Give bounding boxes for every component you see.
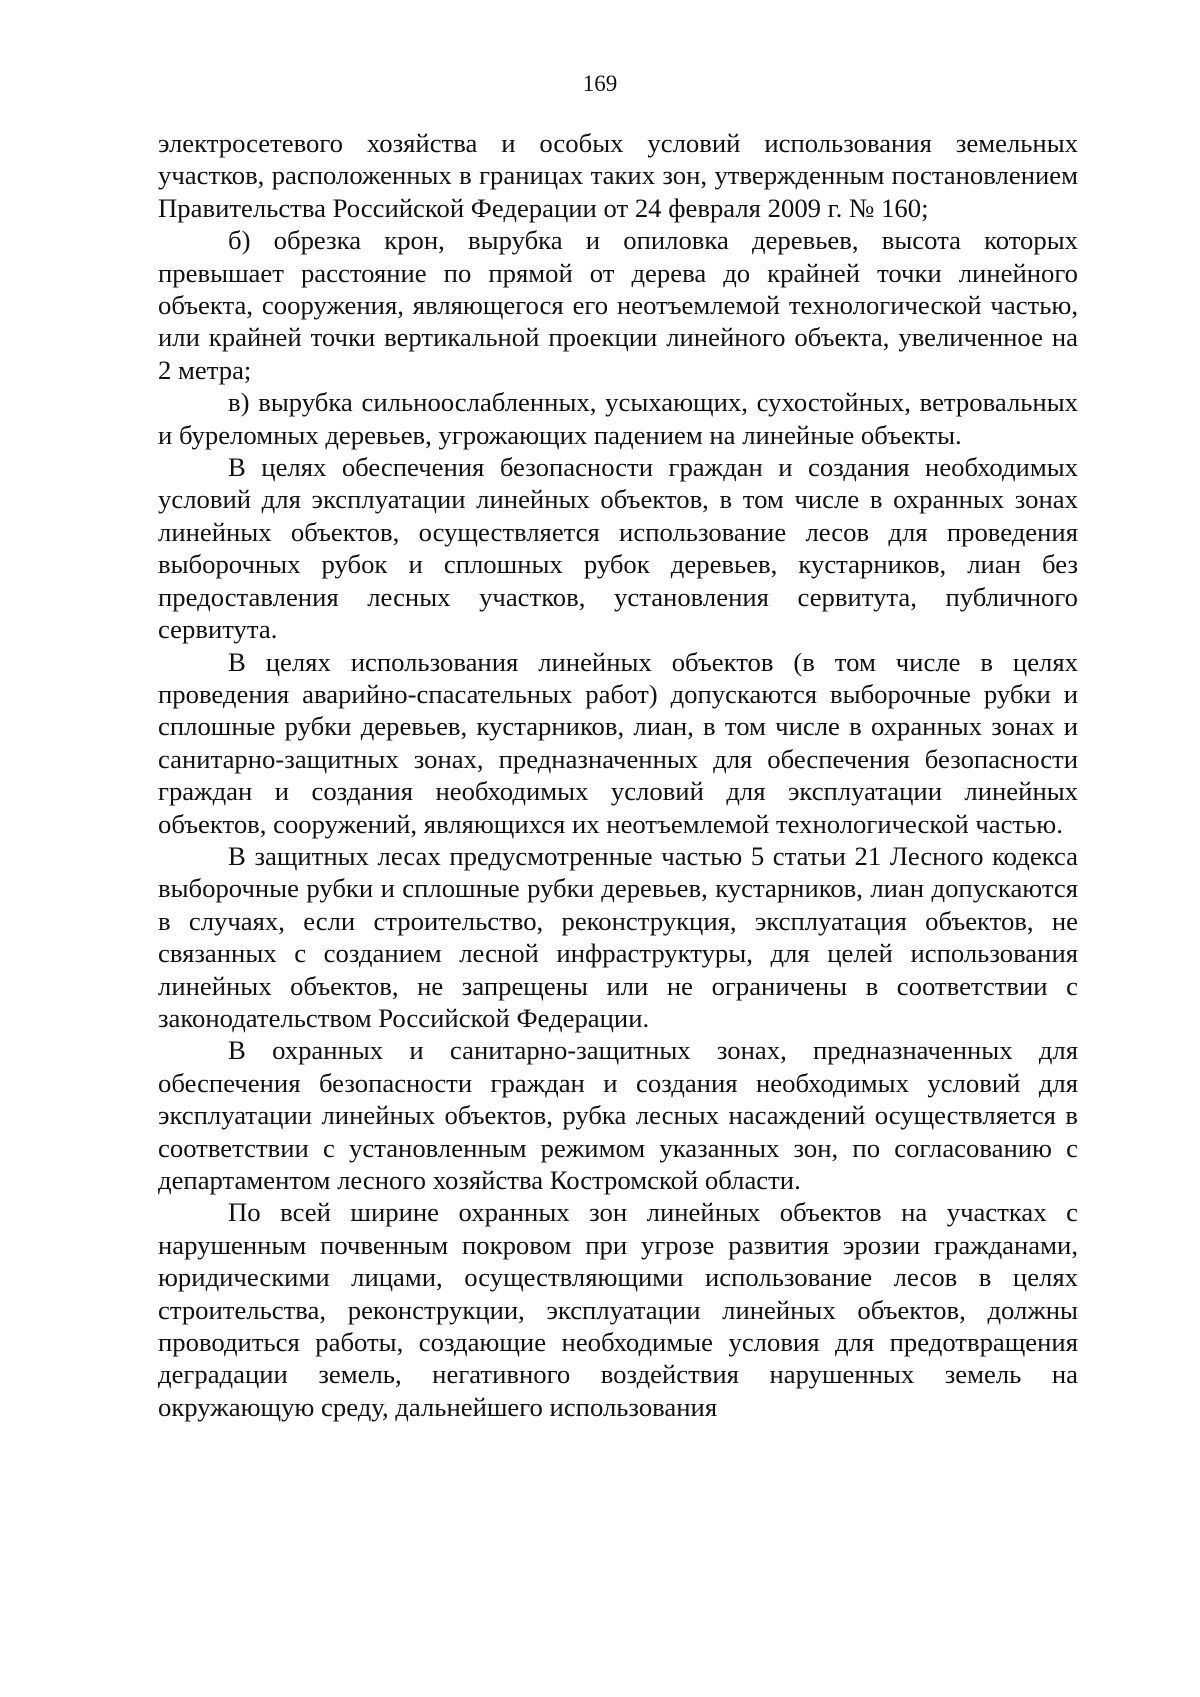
page-number: 169 <box>582 71 618 96</box>
paragraph: В целях обеспечения безопасности граждан и создания необходимых условий для эксплуатации линейных объектов, в том числе в охранных зонах линейных объектов, осуществляется использование лесов для проведения выборочных рубок и сплошных рубок деревьев, кустарников, лиан без предоставления лесных участков, установления сервитута, публичного сервитута. <box>158 452 1078 645</box>
paragraph: По всей ширине охранных зон линейных объектов на участках с нарушенным почвенным покровом при угрозе развития эрозии гражданами, юридическими лицами, осуществляющими использование лесов в целях строительства, реконструкции, эксплуатации линейных объектов, должны проводиться работы, создающие необходимые условия для предотвращения деградации земель, негативного воздействия нарушенных земель на окружающую среду, дальнейшего использования <box>158 1197 1078 1422</box>
paragraph: электросетевого хозяйства и особых условий использования земельных участков, расположенных в границах таких зон, утвержденным постановлением Правительства Российской Федерации от 24 февраля 2009 г. № 160; <box>158 128 1078 223</box>
paragraph: В охранных и санитарно-защитных зонах, предназначенных для обеспечения безопасности граждан и создания необходимых условий для эксплуатации линейных объектов, рубка лесных насаждений осуществляется в соответствии с установленным режимом указанных зон, по согласованию с департаментом лесного хозяйства Костромской области. <box>158 1035 1078 1195</box>
paragraph: в) вырубка сильноослабленных, усыхающих, сухостойных, ветровальных и буреломных деревьев, угрожающих падением на линейные объекты. <box>158 387 1078 450</box>
document-body <box>158 127 1078 1423</box>
paragraph: В целях использования линейных объектов (в том числе в целях проведения аварийно-спасательных работ) допускаются выборочные рубки и сплошные рубки деревьев, кустарников, лиан, в том числе в охранных зонах и санитарно-защитных зонах, предназначенных для обеспечения безопасности граждан и создания необходимых условий для эксплуатации линейных объектов, сооружений, являющихся их неотъемлемой технологической частью. <box>158 646 1078 839</box>
paragraph: б) обрезка крон, вырубка и опиловка деревьев, высота которых превышает расстояние по прямой от дерева до крайней точки линейного объекта, сооружения, являющегося его неотъемлемой технологической частью, или крайней точки вертикальной проекции линейного объекта, увеличенное на 2 метра; <box>158 225 1078 385</box>
paragraph: В защитных лесах предусмотренные частью 5 статьи 21 Лесного кодекса выборочные рубки и сплошные рубки деревьев, кустарников, лиан допускаются в случаях, если строительство, реконструкция, эксплуатация объектов, не связанных с созданием лесной инфраструктуры, для целей использования линейных объектов, не запрещены или не ограничены в соответствии с законодательством Российской Федерации. <box>158 840 1078 1033</box>
